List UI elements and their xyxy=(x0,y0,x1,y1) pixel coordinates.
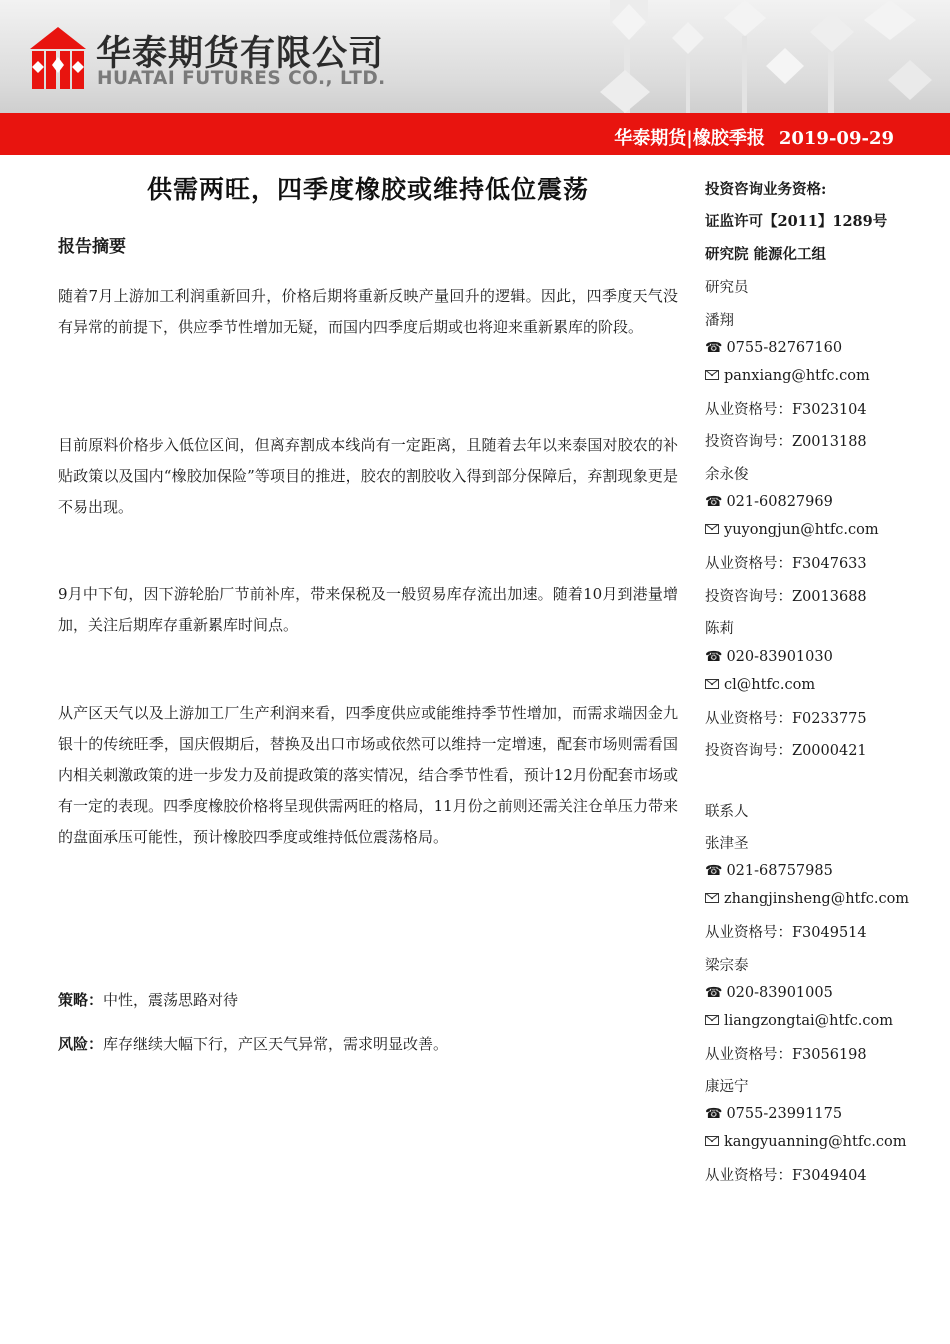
phone-icon: ☎ xyxy=(705,863,723,879)
email-line[interactable] xyxy=(705,368,870,384)
phone-line xyxy=(705,340,842,356)
strategy-line xyxy=(58,989,238,1010)
risk-line xyxy=(58,1033,448,1054)
company-name-cn: 华泰期货有限公司 xyxy=(96,34,385,74)
researcher-name: 潘翔 xyxy=(705,313,734,329)
email-address[interactable]: yuyongjun@htfc.com xyxy=(724,522,879,538)
phone-line xyxy=(705,494,833,510)
phone-number: 0755-23991175 xyxy=(726,1106,843,1122)
email-icon xyxy=(705,1136,719,1146)
email-line[interactable] xyxy=(705,677,815,693)
phone-number: 020-83901030 xyxy=(726,649,833,665)
report-label xyxy=(614,124,894,150)
email-line[interactable] xyxy=(705,1013,893,1029)
paragraph: 目前原料价格步入低位区间，但离弃割成本线尚有一定距离，且随着去年以来泰国对胶农的补贴政策以及国内“橡胶加保险”等项目的推进，胶农的割胶收入得到部分保障后，弃割现象更是不易出现。 xyxy=(58,436,678,516)
phone-number: 021-68757985 xyxy=(726,863,833,879)
cert-number: 从业资格号：F3023104 xyxy=(705,402,867,418)
phone-icon: ☎ xyxy=(705,649,723,665)
advisory-number: 投资咨询号：Z0013688 xyxy=(705,589,867,605)
phone-icon: ☎ xyxy=(705,985,723,1001)
contact-name: 康远宁 xyxy=(705,1079,749,1095)
phone-line xyxy=(705,985,833,1001)
contact-name: 梁宗泰 xyxy=(705,958,749,974)
email-address[interactable]: zhangjinsheng@htfc.com xyxy=(724,891,910,907)
qualification-label: 投资咨询业务资格: xyxy=(705,181,827,198)
phone-number: 020-83901005 xyxy=(726,985,833,1001)
email-address[interactable]: panxiang@htfc.com xyxy=(724,368,870,384)
strategy-label: 策略： xyxy=(58,991,104,1009)
risk-label: 风险： xyxy=(58,1035,104,1053)
paragraph: 9月中下旬，因下游轮胎厂节前补库，带来保税及一般贸易库存流出加速。随着10月到港量增加，关注后期库存重新累库时间点。 xyxy=(58,585,678,634)
company-name-en: HUATAI FUTURES CO., LTD. xyxy=(97,68,386,89)
email-icon xyxy=(705,893,719,903)
email-address[interactable]: liangzongtai@htfc.com xyxy=(724,1013,894,1029)
paragraph: 随着7月上游加工利润重新回升，价格后期将重新反映产量回升的逻辑。因此，四季度天气没有异常的前提下，供应季节性增加无疑，而国内四季度后期或也将迎来重新累库的阶段。 xyxy=(58,287,678,336)
risk-text: 库存继续大幅下行，产区天气异常，需求明显改善。 xyxy=(103,1035,449,1053)
email-line[interactable] xyxy=(705,891,909,907)
cert-number: 从业资格号：F3047633 xyxy=(705,556,867,572)
cert-number: 从业资格号：F3049404 xyxy=(705,1168,867,1184)
phone-icon: ☎ xyxy=(705,1106,723,1122)
advisory-number: 投资咨询号：Z0013188 xyxy=(705,434,867,450)
researcher-name: 余永俊 xyxy=(705,467,749,483)
report-date: 2019-09-29 xyxy=(778,128,894,149)
researcher-label: 研究员 xyxy=(705,280,749,296)
report-series: 华泰期货|橡胶季报 xyxy=(614,128,765,149)
phone-icon: ☎ xyxy=(705,494,723,510)
strategy-text: 中性，震荡思路对待 xyxy=(103,991,239,1009)
email-icon xyxy=(705,524,719,534)
cert-number: 从业资格号：F0233775 xyxy=(705,711,867,727)
email-icon xyxy=(705,679,719,689)
institute-name: 研究院 能源化工组 xyxy=(705,246,827,263)
email-address[interactable]: cl@htfc.com xyxy=(724,677,816,693)
email-address[interactable]: kangyuanning@htfc.com xyxy=(724,1134,907,1150)
email-line[interactable] xyxy=(705,522,879,538)
summary-heading: 报告摘要 xyxy=(58,237,126,257)
researcher-name: 陈莉 xyxy=(705,621,734,637)
license-number: 证监许可【2011】1289号 xyxy=(705,213,888,230)
phone-line xyxy=(705,649,833,665)
email-line[interactable] xyxy=(705,1134,907,1150)
header-decoration-icon xyxy=(570,0,950,113)
page-header xyxy=(0,0,950,113)
report-title: 供需两旺，四季度橡胶或维持低位震荡 xyxy=(146,175,589,204)
contact-name: 张津圣 xyxy=(705,836,749,852)
phone-number: 0755-82767160 xyxy=(726,340,843,356)
phone-line xyxy=(705,863,833,879)
advisory-number: 投资咨询号：Z0000421 xyxy=(705,743,867,759)
cert-number: 从业资格号：F3049514 xyxy=(705,925,867,941)
phone-icon: ☎ xyxy=(705,340,723,356)
email-icon xyxy=(705,1015,719,1025)
cert-number: 从业资格号：F3056198 xyxy=(705,1047,867,1063)
phone-number: 021-60827969 xyxy=(726,494,833,510)
huatai-logo-icon xyxy=(30,27,86,89)
contact-label: 联系人 xyxy=(705,804,749,820)
paragraph: 从产区天气以及上游加工厂生产利润来看，四季度供应或能维持季节性增加，而需求端因金九银十的传统旺季，国庆假期后，替换及出口市场或依然可以维持一定增速，配套市场则需看国内相关刺激政策的进一步发力及前提政策的落实情况，结合季节性看，预计12月份配套市场或有一定的表现。四季度橡胶价格将呈现供需两旺的格局，11月份之前则还需关注仓单压力带来的盘面承压可能性，预计橡胶四季度或维持低位震荡格局。 xyxy=(58,704,678,846)
phone-line xyxy=(705,1106,842,1122)
email-icon xyxy=(705,370,719,380)
